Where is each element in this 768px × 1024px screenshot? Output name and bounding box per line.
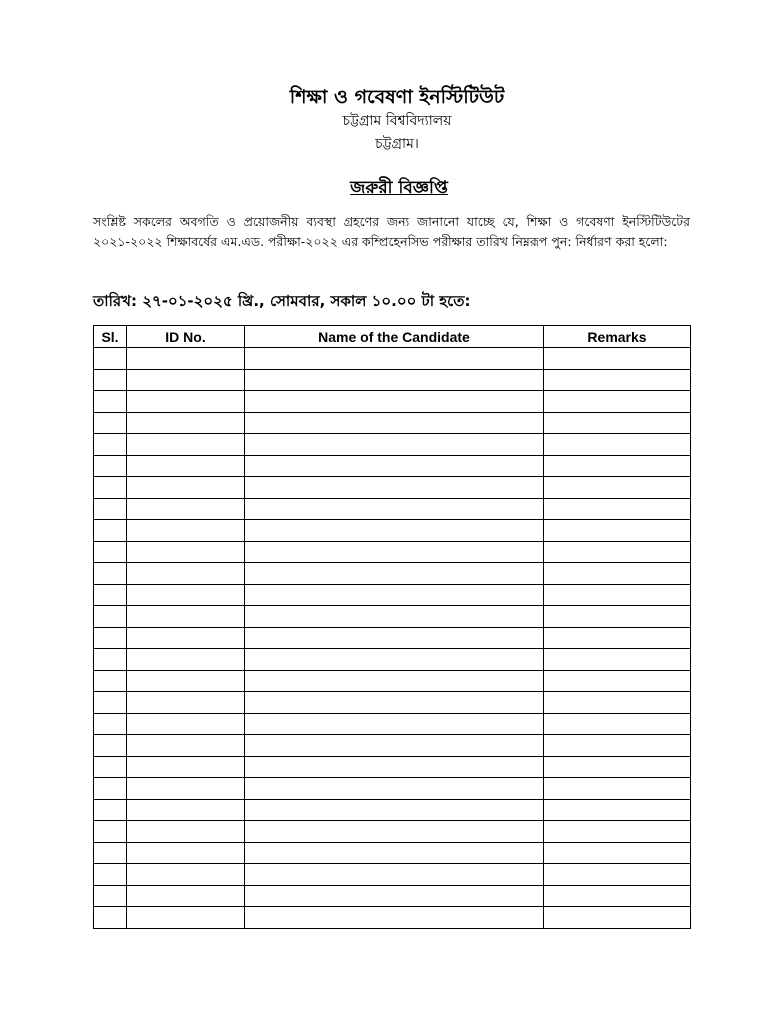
name-cell [245, 649, 544, 671]
table-row [94, 412, 691, 434]
name-cell [245, 670, 544, 692]
id-cell [127, 563, 245, 585]
remarks-cell [544, 756, 691, 778]
id-cell [127, 520, 245, 542]
table-row [94, 670, 691, 692]
id-cell [127, 885, 245, 907]
id-cell [127, 584, 245, 606]
name-cell [245, 455, 544, 477]
name-cell [245, 434, 544, 456]
serial-cell [94, 348, 127, 370]
name-cell [245, 541, 544, 563]
table-row [94, 606, 691, 628]
id-cell [127, 864, 245, 886]
id-cell [127, 821, 245, 843]
table-row [94, 563, 691, 585]
name-cell [245, 563, 544, 585]
name-cell [245, 584, 544, 606]
remarks-cell [544, 455, 691, 477]
remarks-cell [544, 412, 691, 434]
university-name: চট্টগ্রাম বিশ্ববিদ্যালয় [342, 113, 452, 129]
table-row [94, 756, 691, 778]
id-cell [127, 670, 245, 692]
table-row [94, 799, 691, 821]
name-cell [245, 348, 544, 370]
table-row [94, 348, 691, 370]
serial-cell [94, 864, 127, 886]
table-row [94, 434, 691, 456]
serial-cell [94, 584, 127, 606]
table-row [94, 735, 691, 757]
notice-title: জরুরী বিজ্ঞপ্তি [350, 178, 448, 198]
table-row [94, 778, 691, 800]
id-cell [127, 692, 245, 714]
table-row [94, 907, 691, 929]
table-row [94, 627, 691, 649]
remarks-cell [544, 864, 691, 886]
id-cell [127, 627, 245, 649]
id-cell [127, 348, 245, 370]
name-cell [245, 799, 544, 821]
remarks-cell [544, 606, 691, 628]
table-row [94, 584, 691, 606]
table-row [94, 842, 691, 864]
table-row [94, 520, 691, 542]
table-row [94, 885, 691, 907]
name-cell [245, 606, 544, 628]
serial-cell [94, 821, 127, 843]
serial-cell [94, 670, 127, 692]
remarks-cell [544, 563, 691, 585]
id-cell [127, 649, 245, 671]
table-row [94, 821, 691, 843]
id-cell [127, 498, 245, 520]
serial-cell [94, 563, 127, 585]
id-cell [127, 455, 245, 477]
serial-cell [94, 455, 127, 477]
id-cell [127, 778, 245, 800]
column-header-id: ID No. [127, 326, 245, 348]
serial-cell [94, 842, 127, 864]
name-cell [245, 498, 544, 520]
serial-cell [94, 434, 127, 456]
document-header [0, 84, 768, 156]
name-cell [245, 627, 544, 649]
serial-cell [94, 498, 127, 520]
serial-cell [94, 606, 127, 628]
name-cell [245, 477, 544, 499]
table-row [94, 713, 691, 735]
id-cell [127, 606, 245, 628]
serial-cell [94, 649, 127, 671]
remarks-cell [544, 821, 691, 843]
column-header-name: Name of the Candidate [245, 326, 544, 348]
serial-cell [94, 778, 127, 800]
remarks-cell [544, 842, 691, 864]
candidate-table [93, 325, 691, 929]
id-cell [127, 735, 245, 757]
id-cell [127, 434, 245, 456]
exam-date-line: তারিখ: ২৭-০১-২০২৫ খ্রি., সোমবার, সকাল ১০.০০ টা হতে: [93, 292, 471, 310]
remarks-cell [544, 434, 691, 456]
name-cell [245, 821, 544, 843]
remarks-cell [544, 369, 691, 391]
serial-cell [94, 477, 127, 499]
remarks-cell [544, 778, 691, 800]
remarks-cell [544, 627, 691, 649]
remarks-cell [544, 713, 691, 735]
remarks-cell [544, 649, 691, 671]
id-cell [127, 391, 245, 413]
table-row [94, 541, 691, 563]
table-row [94, 455, 691, 477]
id-cell [127, 713, 245, 735]
table-body [94, 348, 691, 929]
name-cell [245, 369, 544, 391]
name-cell [245, 778, 544, 800]
serial-cell [94, 756, 127, 778]
remarks-cell [544, 670, 691, 692]
notice-title-wrapper [0, 176, 768, 200]
serial-cell [94, 885, 127, 907]
serial-cell [94, 627, 127, 649]
serial-cell [94, 713, 127, 735]
name-cell [245, 864, 544, 886]
name-cell [245, 885, 544, 907]
name-cell [245, 713, 544, 735]
name-cell [245, 907, 544, 929]
serial-cell [94, 799, 127, 821]
name-cell [245, 520, 544, 542]
serial-cell [94, 541, 127, 563]
table-row [94, 692, 691, 714]
notice-body: সংশ্লিষ্ট সকলের অবগতি ও প্রয়োজনীয় ব্যবস্থা গ্রহণের জন্য জানানো যাচ্ছে যে, শিক্ষা ও গবেষণা ইনস্টিটিউটের ২০২১-২০২২ শিক্ষাবর্ষের এম.এড. পরীক্ষা-২০২২ এর কম্প্রিহেনসিভ পরীক্ষার তারিখ নিম্নরূপ পুন: নির্ধারণ করা হলো: [93, 214, 690, 249]
table-row [94, 369, 691, 391]
id-cell [127, 412, 245, 434]
remarks-cell [544, 799, 691, 821]
name-cell [245, 735, 544, 757]
id-cell [127, 477, 245, 499]
remarks-cell [544, 907, 691, 929]
serial-cell [94, 520, 127, 542]
remarks-cell [544, 735, 691, 757]
table-header-row [94, 326, 691, 348]
serial-cell [94, 412, 127, 434]
serial-cell [94, 735, 127, 757]
id-cell [127, 369, 245, 391]
remarks-cell [544, 584, 691, 606]
remarks-cell [544, 477, 691, 499]
institute-name: শিক্ষা ও গবেষণা ইনস্টিটিউট [289, 86, 505, 108]
serial-cell [94, 369, 127, 391]
id-cell [127, 541, 245, 563]
name-cell [245, 756, 544, 778]
name-cell [245, 842, 544, 864]
table-row [94, 649, 691, 671]
table-row [94, 391, 691, 413]
remarks-cell [544, 692, 691, 714]
remarks-cell [544, 348, 691, 370]
remarks-cell [544, 391, 691, 413]
id-cell [127, 907, 245, 929]
remarks-cell [544, 541, 691, 563]
name-cell [245, 412, 544, 434]
id-cell [127, 799, 245, 821]
name-cell [245, 692, 544, 714]
remarks-cell [544, 885, 691, 907]
city-name: চট্টগ্রাম। [375, 136, 419, 152]
serial-cell [94, 391, 127, 413]
remarks-cell [544, 520, 691, 542]
column-header-remarks: Remarks [544, 326, 691, 348]
table-row [94, 864, 691, 886]
serial-cell [94, 907, 127, 929]
name-cell [245, 391, 544, 413]
column-header-serial: Sl. [94, 326, 127, 348]
serial-cell [94, 692, 127, 714]
id-cell [127, 842, 245, 864]
remarks-cell [544, 498, 691, 520]
table-row [94, 477, 691, 499]
id-cell [127, 756, 245, 778]
table-row [94, 498, 691, 520]
